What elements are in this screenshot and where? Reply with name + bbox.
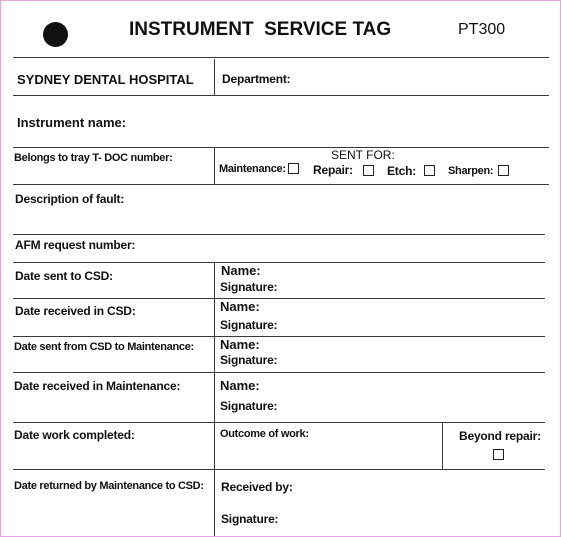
tag-code: PT300 [458,21,506,38]
divider [214,262,215,536]
repair-option-label: Repair: [313,163,353,177]
divider [13,336,545,337]
outcome-of-work-label: Outcome of work: [220,428,309,440]
signature-label: Signature: [220,318,278,332]
beyond-repair-label: Beyond repair: [459,429,541,443]
signature-label: Signature: [220,399,278,413]
sharpen-option-label: Sharpen: [448,165,494,177]
signature-label: Signature: [220,280,278,294]
sent-for-label: SENT FOR: [331,148,395,162]
etch-checkbox[interactable] [424,165,435,176]
date-received-csd-label: Date received in CSD: [15,304,136,318]
signature-label: Signature: [221,512,279,526]
repair-checkbox[interactable] [363,165,374,176]
name-label: Name: [220,299,260,314]
divider [13,372,545,373]
divider [13,95,549,96]
instrument-name-label: Instrument name: [17,115,127,130]
etch-option-label: Etch: [387,164,417,178]
divider [13,147,549,148]
divider [13,184,549,185]
date-received-maintenance-label: Date received in Maintenance: [14,379,181,393]
divider [13,262,545,263]
sharpen-checkbox[interactable] [498,165,509,176]
received-by-label: Received by: [221,480,293,494]
tag-title: INSTRUMENT SERVICE TAG [129,19,392,40]
maintenance-option-label: Maintenance: [219,163,286,175]
date-sent-csd-label: Date sent to CSD: [15,269,113,283]
name-label: Name: [220,337,260,352]
date-sent-maintenance-label: Date sent from CSD to Maintenance: [14,341,194,353]
name-label: Name: [220,378,260,393]
department-label: Department: [222,72,291,86]
signature-label: Signature: [220,353,278,367]
tray-doc-label: Belongs to tray T- DOC number: [14,152,173,164]
divider [13,298,545,299]
afm-request-label: AFM request number: [15,238,136,252]
divider [13,57,549,58]
date-returned-label: Date returned by Maintenance to CSD: [14,480,204,492]
hospital-name: SYDNEY DENTAL HOSPITAL [17,72,194,87]
divider [13,234,545,235]
date-work-completed-label: Date work completed: [14,428,135,442]
fault-description-label: Description of fault: [15,192,125,206]
punch-hole-icon [43,22,68,47]
divider [13,422,545,423]
divider [214,59,215,95]
divider [13,469,545,470]
beyond-repair-checkbox[interactable] [493,449,504,460]
divider [214,147,215,184]
divider [442,422,443,469]
maintenance-checkbox[interactable] [288,163,299,174]
name-label: Name: [221,263,261,278]
